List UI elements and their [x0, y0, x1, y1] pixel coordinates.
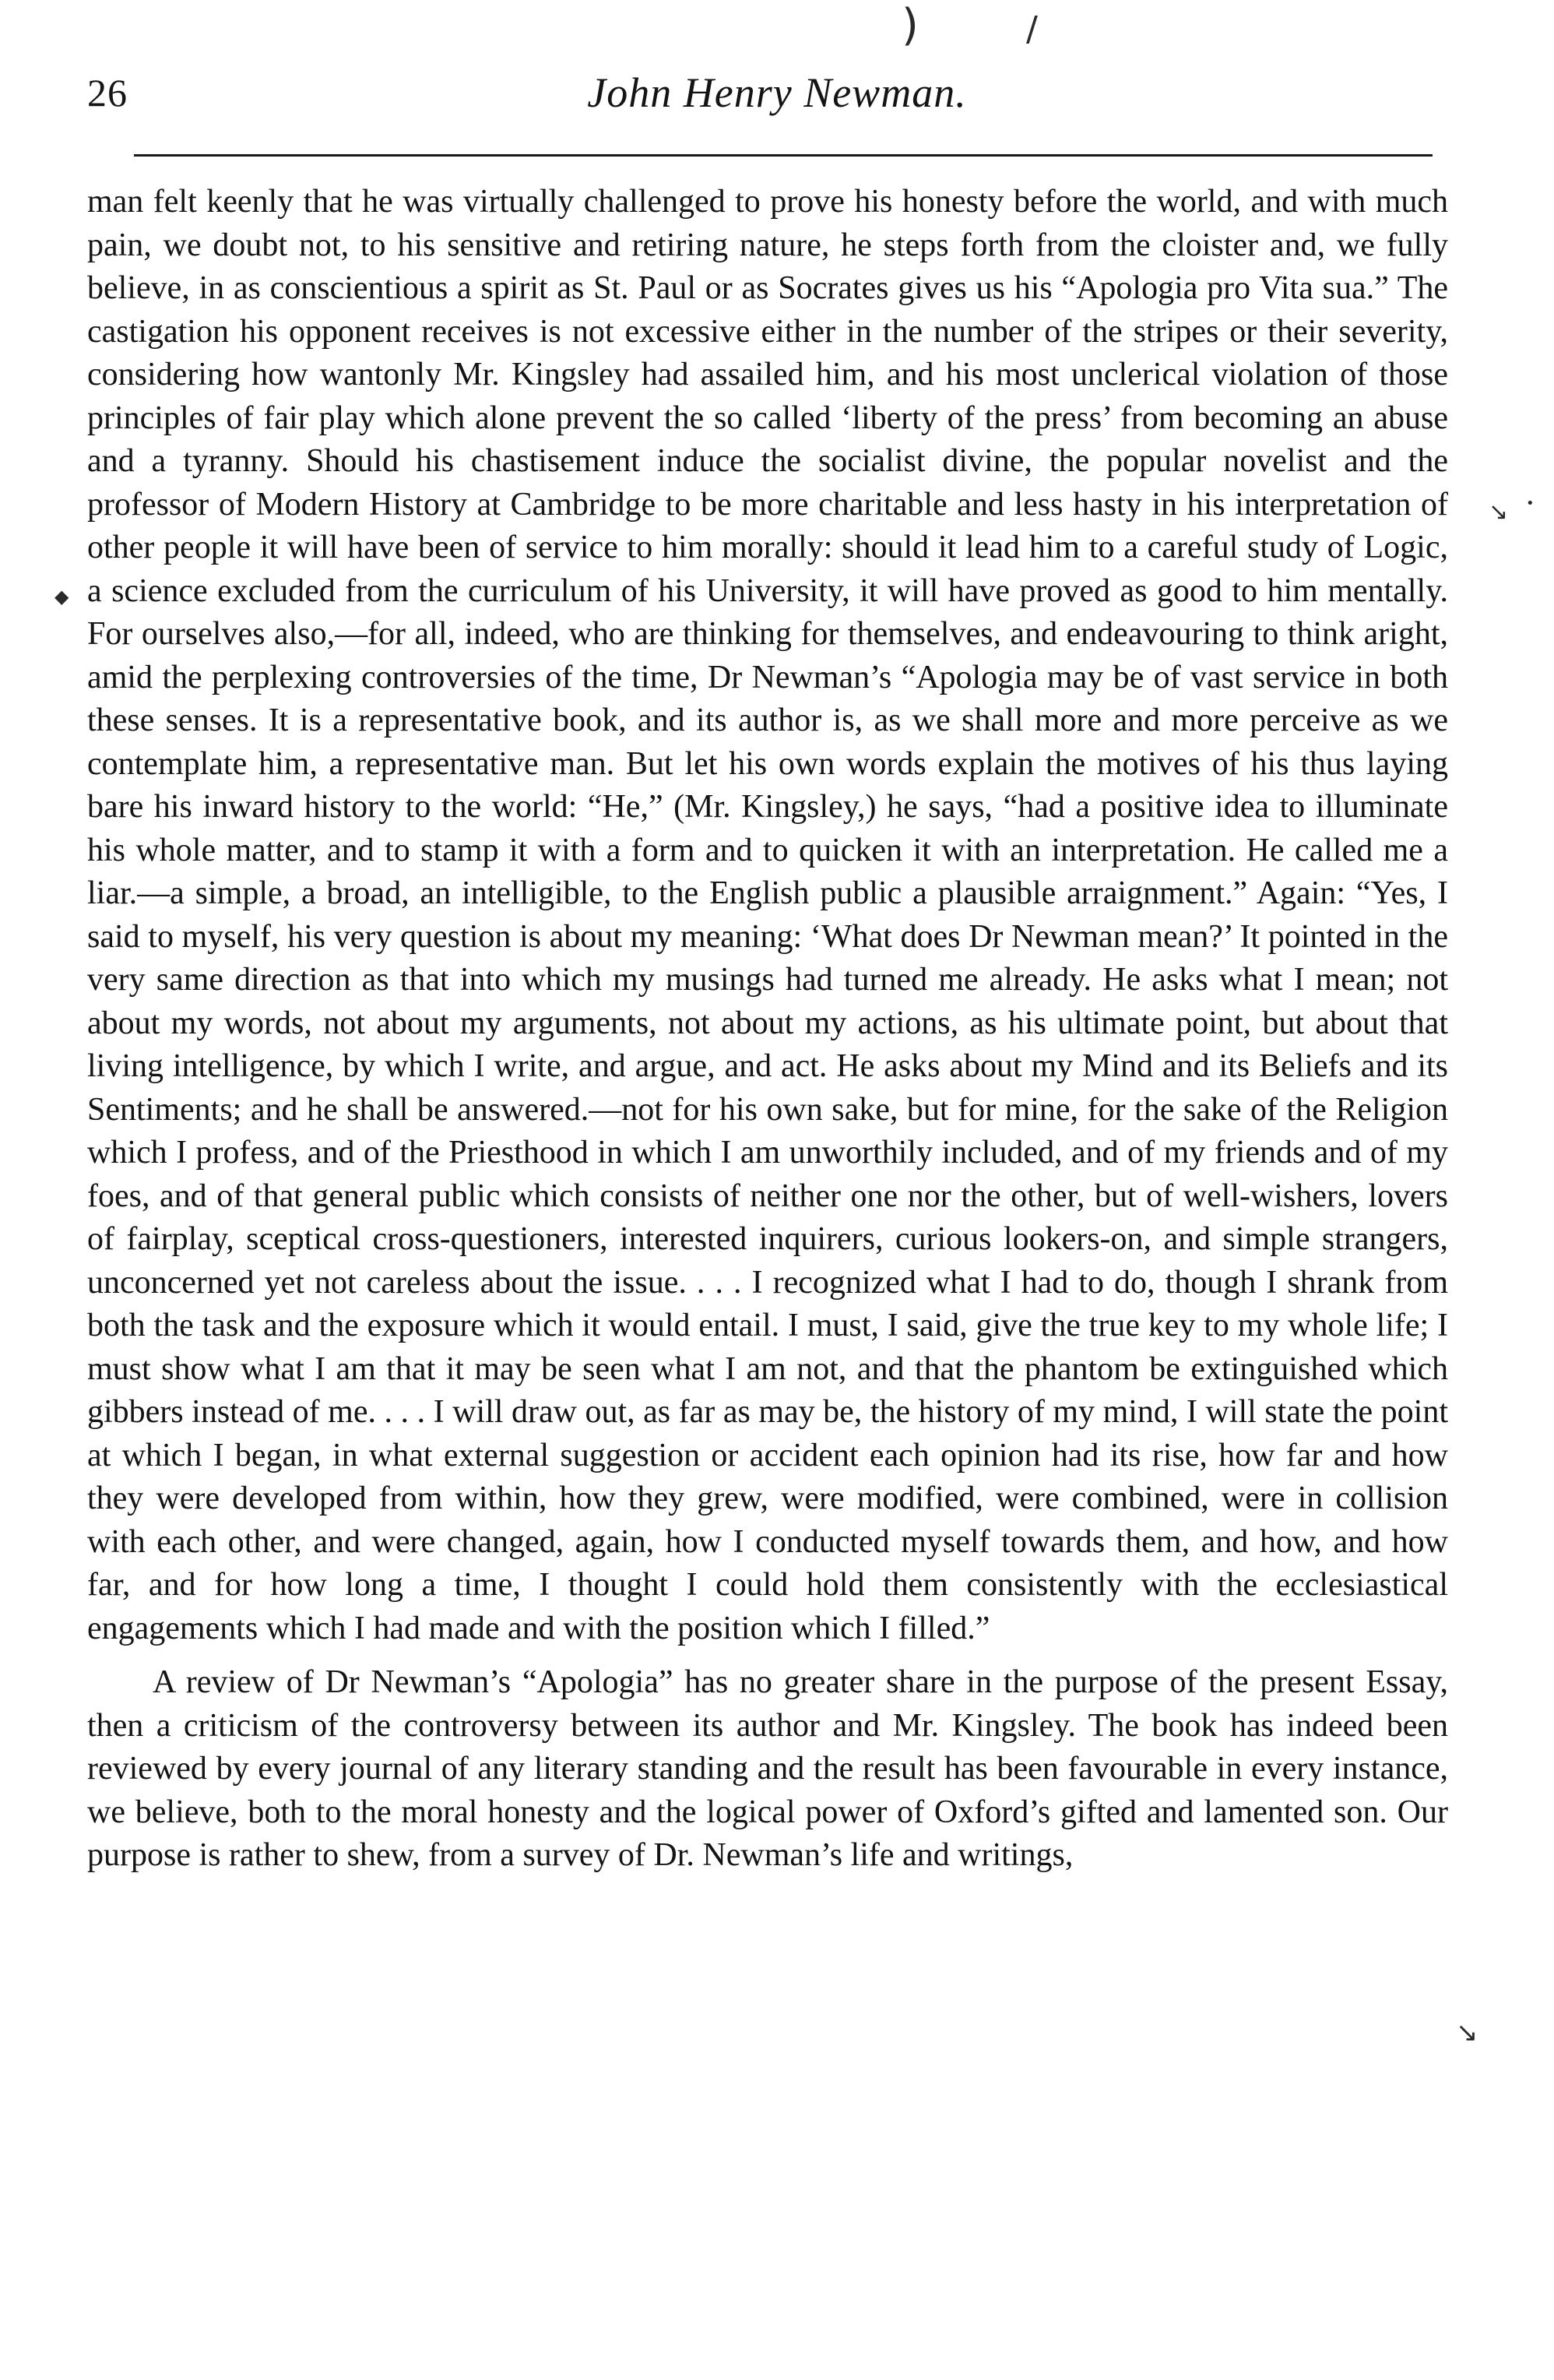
margin-mark-icon: ↘	[1489, 498, 1509, 526]
paragraph: man felt keenly that he was virtually challenged to prove his honesty before the world, and with much pain, we doubt not, to his sensitive and retiring nature, he steps forth from the cloister and, we fully believe, in as conscientious a spirit as St. Paul or as Socrates gives us his “Apologia pro Vita sua.” The castigation his opponent receives is not excessive either in the number of the stripes or their severity, considering how wantonly Mr. Kingsley had assailed him, and his most unclerical violation of those principles of fair play which alone prevent the so called ‘liberty of the press’ from becoming an abuse and a tyranny. Should his chastisement induce the socialist divine, the popular novelist and the professor of Modern History at Cambridge to be more charitable and less hasty in his interpretation of other people it will have been of service to him morally: should it lead him to a careful study of Logic, a science excluded from the curriculum of his University, it will have proved as good to him mentally. For ourselves also,—for all, indeed, who are thinking for themselves, and endeavouring to think aright, amid the perplexing controversies of the time, Dr Newman’s “Apologia may be of vast service in both these senses. It is a representative book, and its author is, as we shall more and more perceive as we contemplate him, a representative man. But let his own words explain the motives of his thus laying bare his inward history to the world: “He,” (Mr. Kingsley,) he says, “had a positive idea to illuminate his whole matter, and to stamp it with a form and to quicken it with an interpretation. He called me a liar.—a simple, a broad, an intelligible, to the English public a plausible arraignment.” Again: “Yes, I said to myself, his very question is about my meaning: ‘What does Dr Newman mean?’ It pointed in the very same direction as that into which my musings had turned me already. He asks what I mean; not about my words, not about my arguments, not about my actions, as his ultimate point, but about that living intelligence, by which I write, and argue, and act. He asks about my Mind and its Beliefs and its Sentiments; and he shall be answered.—not for his own sake, but for mine, for the sake of the Religion which I profess, and of the Priesthood in which I am unworthily included, and of my friends and of my foes, and of that general public which consists of neither one nor the other, but of well-wishers, lovers of fairplay, sceptical cross-questioners, interested inquirers, curious lookers-on, and simple strangers, unconcerned yet not careless about the issue. . . . I recognized what I had to do, though I shrank from both the task and the exposure which it would entail. I must, I said, give the true key to my whole life; I must show what I am that it may be seen what I am not, and that the phantom be extinguished which gibbers instead of me. . . . I will draw out, as far as may be, the history of my mind, I will state the point at which I began, in what external suggestion or accident each opinion had its rise, how far and how they were developed from within, how they grew, were modified, were combined, were in collision with each other, and were changed, again, how I conducted myself towards them, and how, and how far, and for how long a time, I thought I could hold them consistently with the ecclesiastical engagements which I had made and with the position which I filled.”	[87, 184, 1448, 1646]
pencil-mark-icon: )	[902, 0, 919, 51]
margin-mark-icon: ↘	[1456, 2017, 1478, 2048]
header-rule	[134, 154, 1433, 157]
margin-mark-icon: •	[1526, 495, 1535, 512]
margin-mark-icon: ◆	[54, 586, 69, 607]
body-text	[87, 181, 1448, 1878]
paragraph: A review of Dr Newman’s “Apologia” has no greater share in the purpose of the present Essay, then a criticism of the controversy between its author and Mr. Kingsley. The book has indeed been reviewed by every journal of any literary standing and the result has been favourable in every instance, we believe, both to the moral honesty and the logical power of Oxford’s gifted and lamented son. Our purpose is rather to shew, from a survey of Dr. Newman’s life and writings,	[87, 1664, 1448, 1873]
running-title: John Henry Newman.	[587, 69, 967, 116]
page-number: 26	[87, 71, 128, 114]
pencil-mark-icon: /	[1026, 9, 1038, 49]
